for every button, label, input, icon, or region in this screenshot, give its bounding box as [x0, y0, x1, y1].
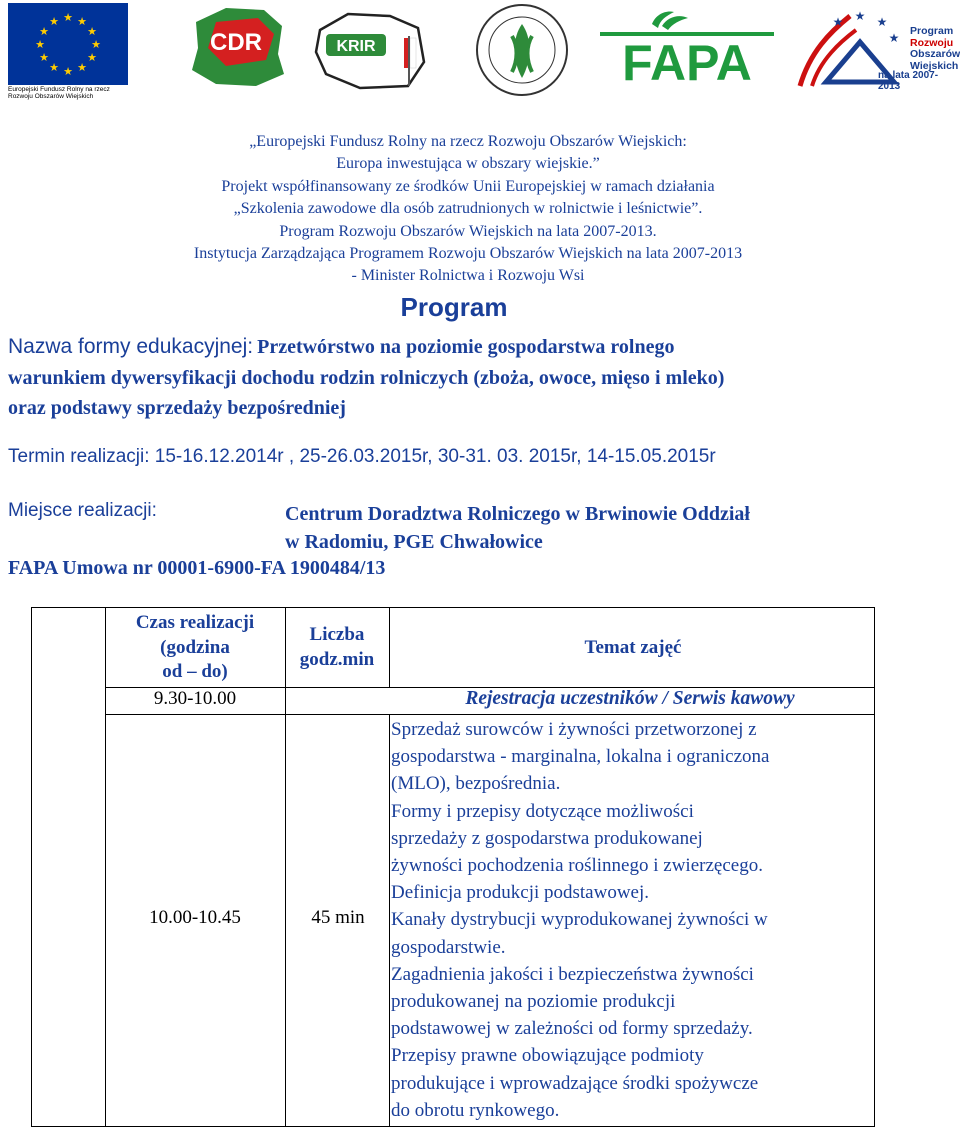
svg-text:★: ★ — [854, 9, 866, 23]
notice-line: Program Rozwoju Obszarów Wiejskich na lata 2007-2013. — [279, 222, 657, 240]
row-2-duration: 45 min — [311, 907, 365, 928]
prow-years: na lata 2007-2013 — [878, 70, 939, 92]
contract-number: FAPA Umowa nr 00001-6900-FA 1900484/13 — [8, 557, 386, 579]
topic-line: żywności pochodzenia roślinnego i zwierzęcego. — [391, 855, 763, 877]
schedule-table — [31, 607, 875, 1127]
topic-line: Kanały dystrybucji wyprodukowanej żywności w — [391, 909, 768, 931]
eu-caption-line-1: Europejski Fundusz Rolny na rzecz — [8, 86, 110, 93]
row-1-topic: Rejestracja uczestników / Serwis kawowy — [465, 688, 795, 709]
topic-line: (MLO), bezpośrednia. — [391, 773, 561, 795]
notice-line: „Szkolenia zawodowe dla osób zatrudnionych w rolnictwie i leśnictwie”. — [233, 200, 703, 218]
header-czas — [105, 611, 285, 685]
svg-text:★: ★ — [876, 15, 888, 29]
svg-text:★: ★ — [39, 51, 49, 64]
notice-line: Instytucja Zarządzająca Programem Rozwoju Obszarów Wiejskich na lata 2007-2013 — [193, 245, 743, 263]
logo-bar — [0, 0, 960, 100]
realization-dates: Termin realizacji: 15-16.12.2014r , 25-26.03.2015r, 30-31. 03. 2015r, 14-15.05.2015r — [8, 446, 716, 467]
svg-text:★: ★ — [49, 61, 59, 74]
cdr-logo — [186, 4, 286, 88]
svg-text:★: ★ — [49, 15, 59, 28]
header-temat: Temat zajęć — [584, 637, 682, 658]
row-divider — [105, 714, 875, 715]
topic-line: Przepisy prawne obowiązujące podmioty — [391, 1045, 704, 1067]
nazwa-label: Nazwa formy edukacyjnej: — [8, 335, 254, 358]
column-divider — [389, 607, 390, 687]
topic-line: Zagadnienia jakości i bezpieczeństwa żywności — [391, 963, 754, 985]
location-line-2: w Radomiu, PGE Chwałowice — [285, 530, 543, 553]
header-liczba-line-1: Liczba — [309, 624, 365, 645]
svg-text:★: ★ — [91, 38, 101, 51]
notice-line: Europa inwestująca w obszary wiejskie.” — [336, 155, 600, 173]
krir-logo-text: KRIR — [336, 38, 376, 55]
nazwa-value-line-3: oraz podstawy sprzedaży bezpośredniej — [8, 397, 346, 419]
prow-logo-lines — [910, 26, 960, 72]
header-czas-line-3: od – do) — [162, 661, 228, 682]
fapa-logo-text: FAPA — [622, 35, 752, 84]
eu-caption-line-2: Rozwoju Obszarów Wiejskich — [8, 93, 94, 100]
column-divider — [389, 714, 390, 1126]
topic-line: gospodarstwa - marginalna, lokalna i ograniczona — [391, 746, 770, 768]
row-2-time: 10.00-10.45 — [149, 907, 241, 928]
row-1-time: 9.30-10.00 — [153, 688, 237, 709]
row-2-topics — [391, 716, 875, 1124]
column-divider — [105, 607, 106, 1126]
nazwa-value-line-1: Przetwórstwo na poziomie gospodarstwa rolnego — [257, 336, 675, 358]
topic-line: gospodarstwie. — [391, 936, 506, 958]
topic-line: do obrotu rynkowego. — [391, 1099, 560, 1121]
svg-text:★: ★ — [63, 65, 73, 78]
location-label: Miejsce realizacji: — [8, 500, 157, 521]
header-liczba-line-2: godz.min — [299, 648, 375, 670]
svg-text:★: ★ — [39, 25, 49, 38]
svg-text:★: ★ — [35, 38, 45, 51]
funding-notice — [0, 131, 936, 288]
svg-text:★: ★ — [888, 31, 900, 45]
prow-line-3: Obszarów — [910, 48, 960, 60]
krir-logo — [312, 8, 432, 92]
fapa-logo — [600, 6, 774, 84]
topic-line: Formy i przepisy dotyczące możliwości — [391, 800, 694, 822]
nazwa-value-line-2: warunkiem dywersyfikacji dochodu rodzin rolniczych (zboża, owoce, mięso i mleko) — [8, 366, 725, 389]
page-title: Program — [400, 292, 508, 322]
topic-line: produkujące i wprowadzające środki spożywcze — [391, 1072, 759, 1094]
prow-line-2: Rozwoju — [910, 36, 954, 49]
svg-text:★: ★ — [87, 51, 97, 64]
topic-line: sprzedaży z gospodarstwa produkowanej — [391, 827, 703, 849]
notice-line: - Minister Rolnictwa i Rozwoju Wsi — [351, 267, 585, 285]
svg-text:★: ★ — [77, 61, 87, 74]
column-divider — [285, 607, 286, 1126]
education-form-name — [8, 333, 948, 425]
notice-line: „Europejski Fundusz Rolny na rzecz Rozwoju Obszarów Wiejskich: — [249, 133, 687, 150]
svg-text:★: ★ — [832, 15, 844, 29]
header-czas-line-1: Czas realizacji — [135, 612, 255, 633]
header-liczba — [285, 623, 389, 672]
prow-line-4: Wiejskich — [910, 59, 959, 72]
topic-line: produkowanej na poziomie produkcji — [391, 991, 676, 1013]
notice-line: Projekt współfinansowany ze środków Unii Europejskiej w ramach działania — [221, 177, 715, 195]
eu-caption — [8, 86, 138, 100]
svg-text:★: ★ — [77, 15, 87, 28]
svg-text:★: ★ — [87, 25, 97, 38]
topic-line: Definicja produkcji podstawowej. — [391, 882, 650, 904]
ministry-logo — [472, 2, 572, 98]
location-line-1: Centrum Doradztwa Rolniczego w Brwinowie Oddział — [285, 503, 750, 525]
topic-line: Sprzedaż surowców i żywności przetworzonej z — [391, 719, 757, 740]
svg-text:★: ★ — [63, 11, 73, 24]
location-value — [285, 501, 750, 556]
topic-line: podstawowej w zależności od formy sprzedaży. — [391, 1018, 753, 1040]
cdr-logo-text: CDR — [210, 29, 262, 56]
header-czas-line-2: (godzina — [160, 636, 230, 658]
prow-line-1: Program — [910, 25, 954, 37]
eu-flag-logo — [8, 3, 128, 85]
